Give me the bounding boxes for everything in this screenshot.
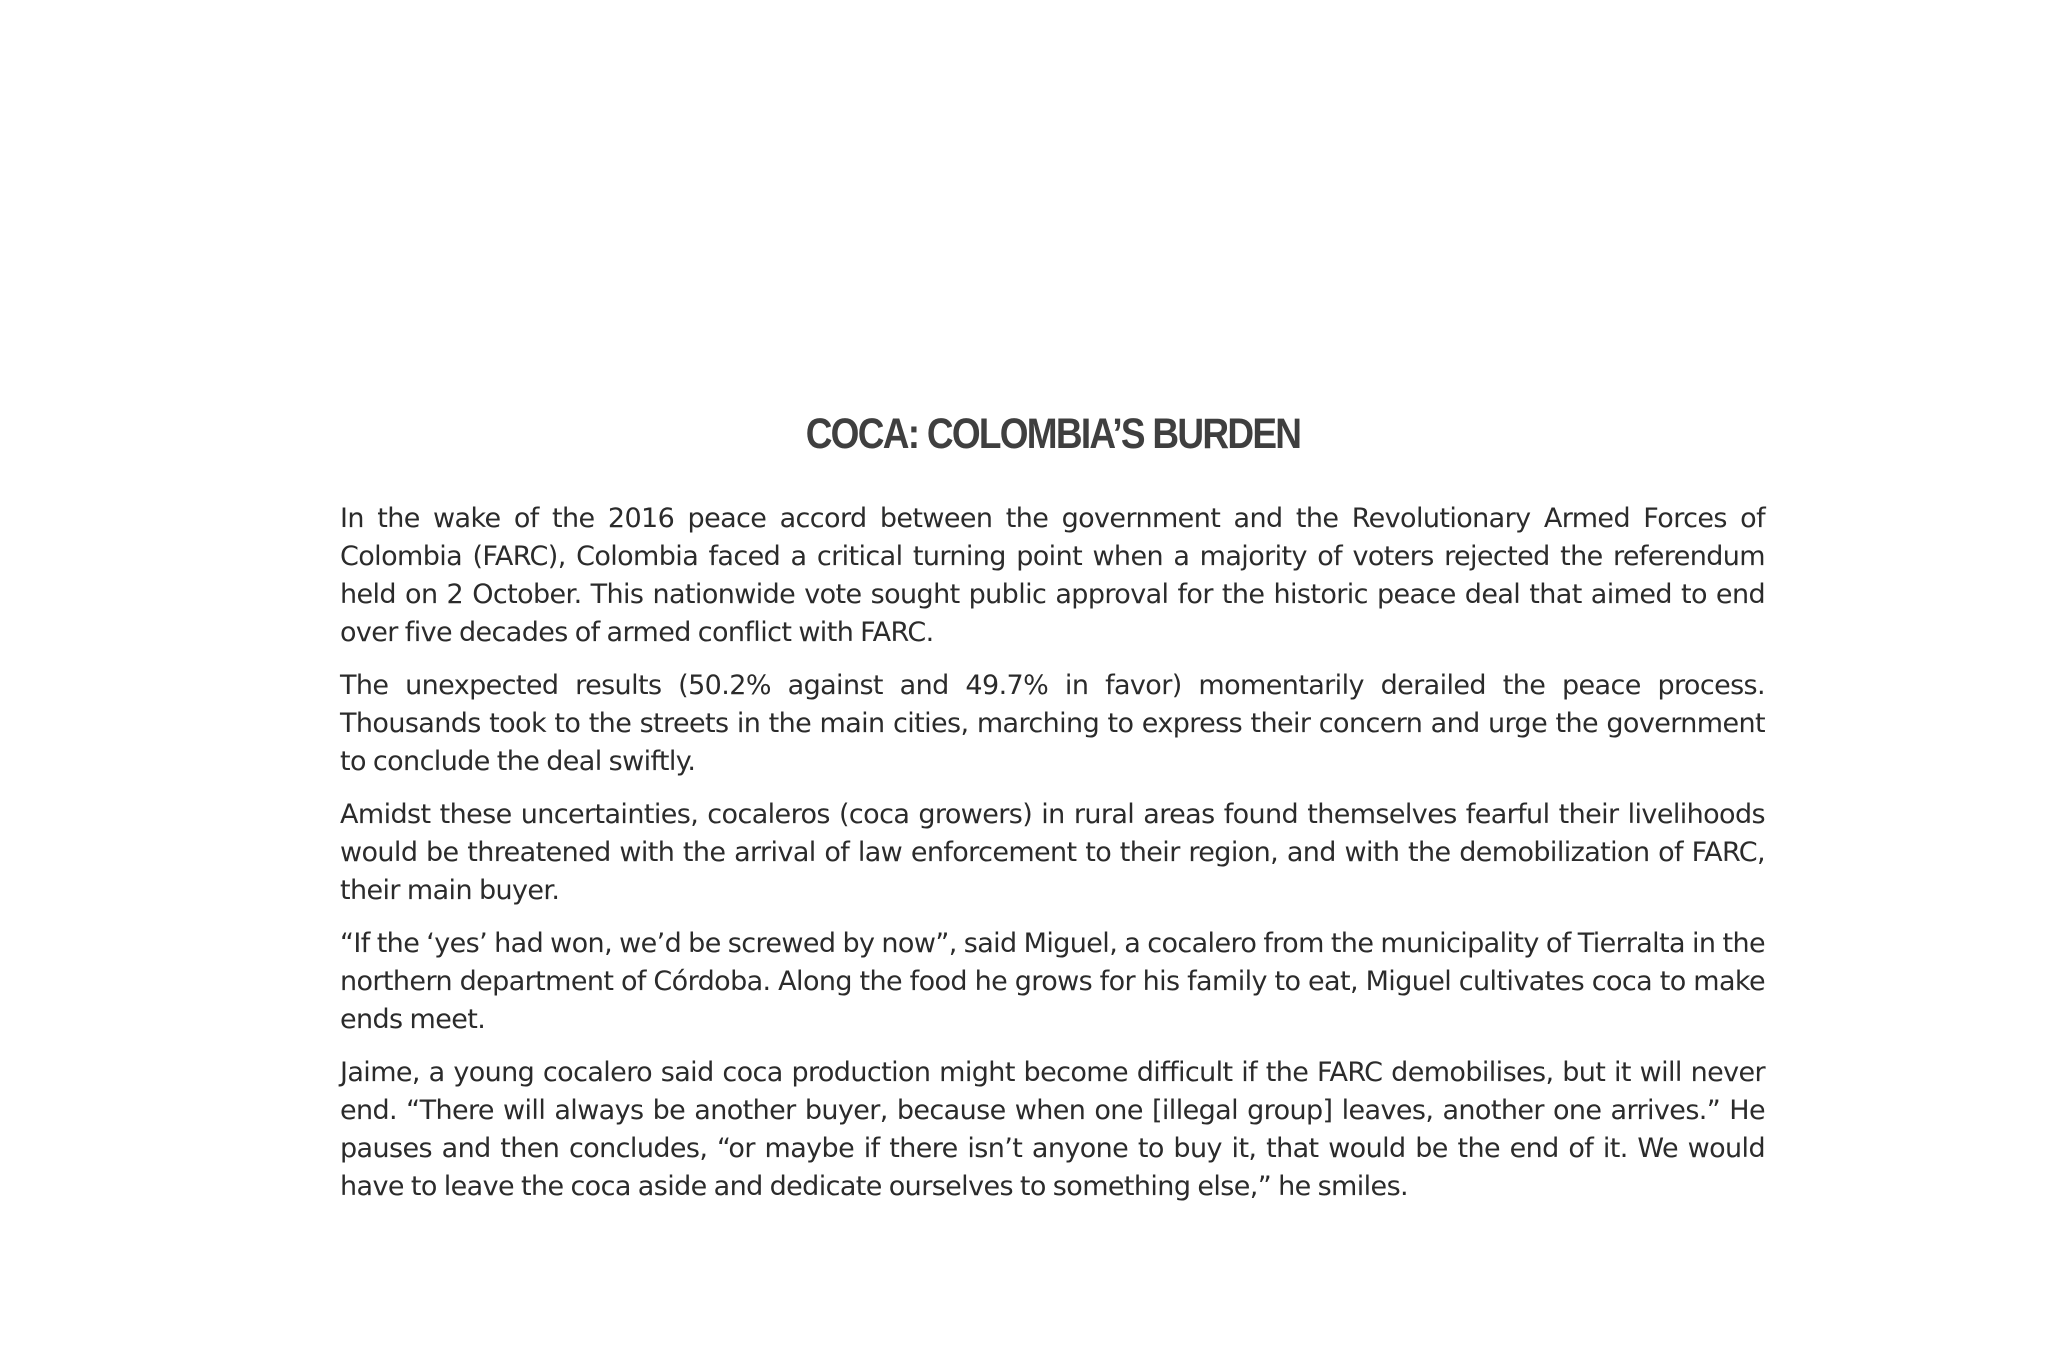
paragraph-4: “If the ‘yes’ had won, we’d be screwed by now”, said Miguel, a cocalero from the municipality of Tierralta in the northern department of Córdoba. Along the food he grows for his family to eat, Miguel cultivates coca to make ends meet.: [340, 928, 1765, 1035]
paragraph-5: Jaime, a young cocalero said coca production might become difficult if the FARC demobilises, but it will never end. “There will always be another buyer, because when one [illegal group] leaves, another one arrives.” He pauses and then concludes, “or maybe if there isn’t anyone to buy it, that would be the end of it. We would have to leave the coca aside and dedicate ourselves to something else,” he smiles.: [340, 1057, 1765, 1202]
paragraph-3: Amidst these uncertainties, cocaleros (coca growers) in rural areas found themselves fearful their livelihoods would be threatened with the arrival of law enforcement to their region, and with the demobilization of FARC, their main buyer.: [340, 799, 1765, 906]
article-title: COCA: COLOMBIA’S BURDEN: [805, 410, 1301, 458]
paragraph-2: The unexpected results (50.2% against and 49.7% in favor) momentarily derailed the peace process. Thousands took to the streets in the main cities, marching to express their concern and urge the government to conclude the deal swiftly.: [340, 670, 1765, 777]
article-body: [340, 500, 1765, 1221]
paragraph-1: In the wake of the 2016 peace accord between the government and the Revolutionary Armed Forces of Colombia (FARC), Colombia faced a critical turning point when a majority of voters rejected the referendum held on 2 October. This nationwide vote sought public approval for the historic peace deal that aimed to end over five decades of armed conflict with FARC.: [340, 503, 1765, 648]
